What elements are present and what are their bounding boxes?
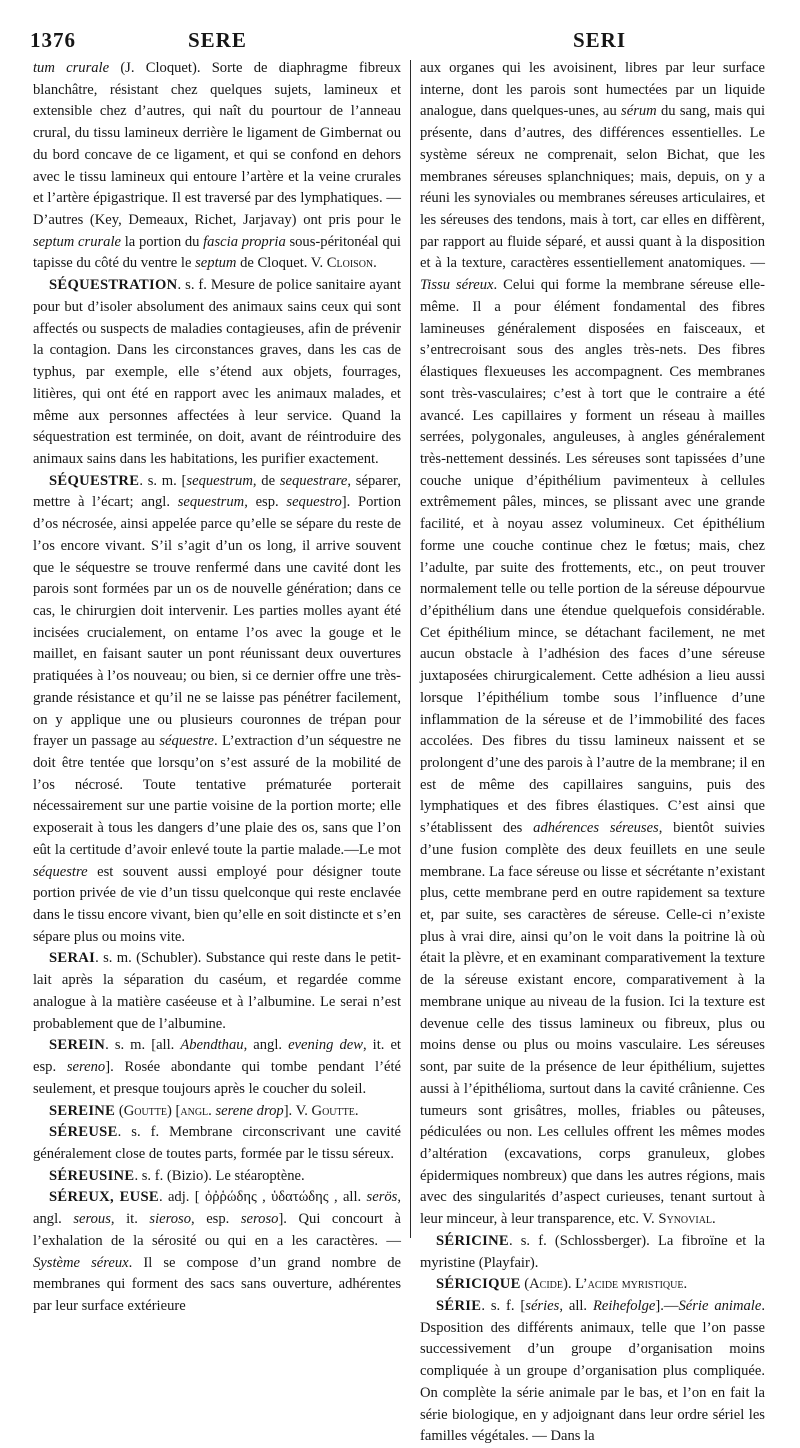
entry-sereuse: SÉREUSE. s. f. Membrane circonscrivant une cavité généralement close de toutes parts, formée par le tissu séreux. <box>33 1124 401 1162</box>
column-divider <box>410 60 411 1238</box>
right-running-title: SERI <box>573 28 627 52</box>
headword: SÉQUESTRE <box>49 472 140 489</box>
entry-sereux-continued: aux organes qui les avoisinent, libres par leur surface interne, dont les parois sont humectées par un liquide analogue, dans quelques-unes, au sérum du sang, mais qui présente, dans d’autres, des différences essentielles. Le système séreux ne comprenait, selon Bichat, que les membranes séreuses splanchniques; mais, depuis, on y a réuni les synoviales ou membranes séreuses articulaires, et les séreuses des tendons, mais à tort, car elles en diffèrent, par rapport au fluide séparé, et aussi quant à la disposition et à la texture, caractères essentiellement anatomiques. — Tissu séreux. Celui qui forme la membrane séreuse elle-même. Il a pour élément fondamental des fibres lamineuses généralement disposées en faisceaux, et s’entrecroisant sous des angles très-nets. Des fibres élastiques flexueuses les accompagnent. Ces membranes sont très-vasculaires; c’est à tort que le contraire a été avancé. Les capillaires y forment un réseau à mailles serrées, polygonales, anguleuses, à angles généralement très-nettement dessinés. Les séreuses sont tapissées d’une couche unique d’épithélium pavimenteux à cellules extrêmement pâles, minces, se plissant avec une grande facilité, et à noyau assez volumineux. Cet épithélium forme une couche continue chez le fœtus; mais, chez l’adulte, par suite des frottements, etc., on peut trouver normalement telle ou telle portion de la séreuse dépourvue d’épithélium dans une étendue quelquefois considérable. Cet épithélium mince, se détachant facilement, ne met aucun obstacle à l’adhésion des faces d’une séreuse juxtaposées chirurgicalement. Cette adhésion a lieu aussi lorsque l’épithélium tombe sous l’influence d’une inflammation de la séreuse et de l’immobilité des faces accolées. Des fibres du tissu lamineux naissent et se prolongent d’une des parois à l’autre de la membrane; il en est de même des capillaires sanguins, puis des lymphatiques et des fibres élastiques. C’est ainsi que s’établissent des adhérences séreuses, bientôt suivies d’une fusion complète des deux feuillets en une seule membrane. La face séreuse ou lisse et sécrétante n’existant plus, cette membrane perd en outre rapidement sa texture et, par suite, ses caractères de séreuse. Celle-ci n’existe plus à vrai dire, ainsi qu’on le voit dans la poitrine là où était la plèvre, et en examinant comparativement la texture de la séreuse existant encore, comparativement à la membrane unique au niveau de la fusion. Ici la texture est devenue celle des tissus lamineux ou fibreux, plus ou moins dense ou plus ou moins vasculaire. Les séreuses sont, par suite de la présence de leur épithélium, sujettes aussi à l’épithélioma, surtout dans la cavité crânienne. Ces tumeurs sont grisâtres, molles, friables ou pâteuses, pédiculées ou non. Les cellules offrent les mêmes modes d’altération (excavations, corps granuleux, globes épidermiques nombreux) que dans les autres régions, mais avec des singularités d’aspect curieuses, tenant surtout à leur minceur, à leur transparence, etc. V. Synovial. <box>420 60 765 1228</box>
entry-sereine: SEREINE (Goutte) [angl. serene drop]. V. Goutte. <box>49 1102 359 1119</box>
headword: SEREINE <box>49 1102 116 1119</box>
entry-sequestre: SÉQUESTRE. s. m. [sequestrum, de sequestrare, séparer, mettre à l’écart; angl. sequestrum, esp. sequestro]. Portion d’os nécrosée, ainsi appelée parce qu’elle se sépare du reste de l’os encore vivant. S’il s’agit d’un os long, il arrive souvent que le séquestre se trouve renfermé dans une cavité dont les parois sont formées par un os de nouvelle génération; dans ce cas, le chirurgien doit intervenir. Les parties molles ayant été incisées crucialement, on entame l’os avec la gouge et le maillet, en faisant sauter un pont réunissant deux ouvertures pratiquées à l’os nouveau; ou bien, si ce dernier offre une très-grande résistance et qu’il ne se laisse pas pénétrer facilement, on y applique une ou plusieurs couronnes de trépan pour frayer un passage au séquestre. L’extraction d’un séquestre ne doit être tentée que lorsqu’on s’est assuré de la mobilité de l’os nécrosé. Toute tentative prématurée porterait nécessairement sur une partie voisine de la portion morte; elle exposerait à tous les dangers d’une plaie des os, sans que l’on eût la certitude d’avoir enlevé toute la partie malade.—Le mot séquestre est souvent aussi employé pour désigner toute portion privée de vie d’un tissu quelconque qui reste enclavée dans le tissu encore vivant, bien qu’elle en soit distincte et s’en sépare plus ou moins vite. <box>33 472 401 945</box>
left-running-title: SERE <box>188 28 247 52</box>
entry-serie: SÉRIE. s. f. [séries, all. Reihefolge].—Série animale. Dsposition des différents animaux, telle que l’on passe successivement d’un groupe d’organisation moins compliquée à un groupe d’organisation plus compliquée. On complète la série animale par le bas, et l’on en fait la série biologique, en y adjoignant dans leur ordre sériel les familles végétales. — Dans la <box>420 1297 765 1445</box>
entry-sequestration: SÉQUESTRATION. s. f. Mesure de police sanitaire ayant pour but d’isoler absolument des animaux sains ceux qui sont affectés ou suspects de maladies contagieuses, afin de prévenir la contagion. Dans les circonstances graves, dans les cas de typhus, par exemple, elle s’étend aux objets, fourrages, litières, qui ont été en rapport avec les animaux malades, et même aux personnes affectées à leur service. Quand la séquestration est terminée, on doit, avant de réintroduire des animaux sains dans les habitations, les purifier exactement. <box>33 277 401 467</box>
entry-serai: SERAI. s. m. (Schubler). Substance qui reste dans le petit-lait après la séparation du caséum, et regardée comme analogue à la matière caséeuse et à l’albumine. Le serai n’est probablement que de l’albumine. <box>33 950 401 1032</box>
entry-sereux: SÉREUX, EUSE. adj. [ ὀῤῥώδης , ὑδατώδης , all. serös, angl. serous, it. sieroso, esp. seroso]. Qui concourt à l’exhalation de la sérosité ou qui en a les caractères. — Système séreux. Il se compose d’un grand nombre de membranes qui forment des sacs sans ouverture, adhérentes par leur surface extérieure <box>33 1189 402 1314</box>
headword: SÉRIE <box>436 1297 482 1314</box>
headword: SÉRICIQUE <box>436 1276 521 1293</box>
entry-sericine: SÉRICINE. s. f. (Schlossberger). La fibroïne et la myristine (Playfair). <box>420 1232 765 1271</box>
cross-reference: Cloison <box>326 255 374 272</box>
headword: SÉREUX, EUSE <box>49 1189 159 1206</box>
headword: SÉREUSE <box>49 1124 118 1141</box>
right-column <box>420 58 765 1448</box>
headword: SÉQUESTRATION <box>49 277 178 294</box>
page-number: 1376 <box>30 28 76 52</box>
entry-sericique: SÉRICIQUE (Acide). L’acide myristique. <box>436 1276 688 1293</box>
headword: SEREIN <box>49 1037 106 1054</box>
headword: SÉREUSINE <box>49 1167 135 1184</box>
cross-reference: Goutte <box>311 1102 355 1119</box>
entry-septum-crurale-continued: tum crurale (J. Cloquet). Sorte de diaphragme fibreux blanchâtre, résistant chez quelques sujets, lamineux et extensible chez d’autres, qui naît du pourtour de l’anneau crural, du tissu lamineux derrière le ligament de Gimbernat ou du bord concave de ce ligament, et qui se confond en dehors avec le tissu lamineux qui entoure l’artère et la veine crurales et l’artère épigastrique. Il est traversé par des lymphatiques. — D’autres (Key, Demeaux, Richet, Jarjavay) ont pris pour le septum crurale la portion du fascia propria sous-péritonéal qui tapisse du côté du ventre le septum de Cloquet. V. Cloison. <box>33 60 401 272</box>
headword: SERAI <box>49 950 96 967</box>
cross-reference: Synovial <box>658 1211 713 1228</box>
running-header <box>0 28 800 58</box>
headword: SÉRICINE <box>436 1232 509 1249</box>
entry-serein: SEREIN. s. m. [all. Abendthau, angl. evening dew, it. et esp. sereno]. Rosée abondante qui tombe pendant l’été seulement, et presque toujours après le coucher du soleil. <box>33 1037 401 1097</box>
entry-sereusine: SÉREUSINE. s. f. (Bizio). Le stéaroptène. <box>49 1167 305 1184</box>
left-column <box>33 58 401 1318</box>
